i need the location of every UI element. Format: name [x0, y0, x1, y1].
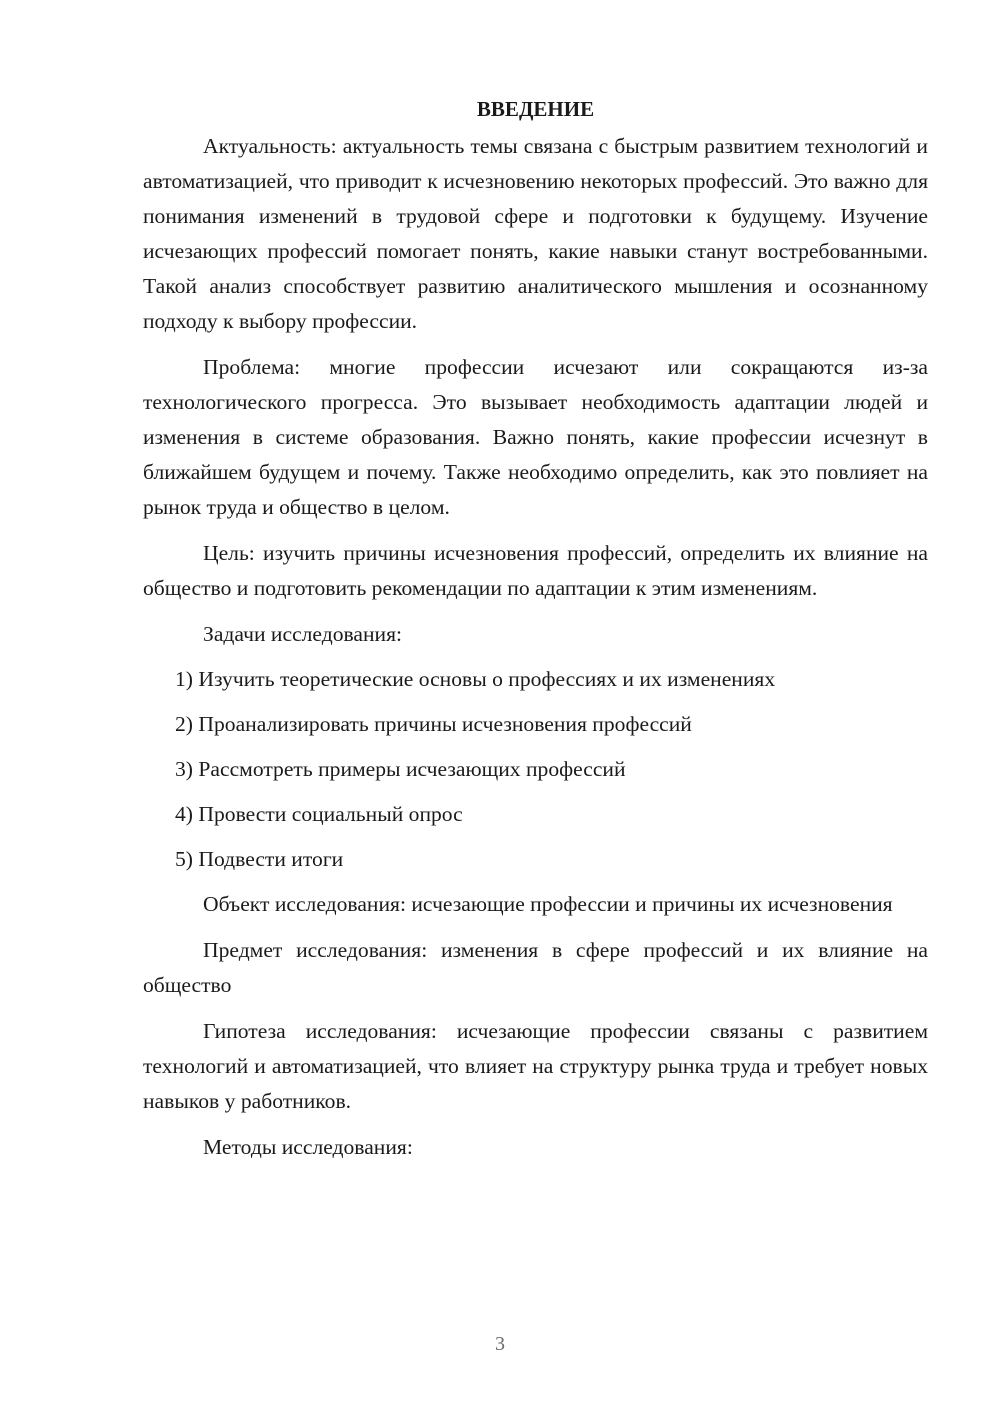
subject-paragraph: Предмет исследования: изменения в сфере профессий и их влияние на общество [143, 938, 928, 997]
methods-heading: Методы исследования: [203, 1135, 413, 1159]
object-paragraph: Объект исследования: исчезающие профессии и причины их исчезновения [203, 892, 893, 916]
task-item: 3) Рассмотреть примеры исчезающих профессий [175, 757, 626, 781]
tasks-list [143, 662, 928, 877]
task-item: 2) Проанализировать причины исчезновения профессий [175, 712, 692, 736]
hypothesis-paragraph: Гипотеза исследования: исчезающие профессии связаны с развитием технологий и автоматизацией, что влияет на структуру рынка труда и требует новых навыков у работников. [143, 1019, 928, 1113]
goal-paragraph: Цель: изучить причины исчезновения профессий, определить их влияние на общество и подготовить рекомендации по адаптации к этим изменениям. [143, 541, 928, 600]
task-item: 1) Изучить теоретические основы о профессиях и их изменениях [175, 667, 776, 691]
task-item: 5) Подвести итоги [175, 847, 344, 871]
problem-paragraph: Проблема: многие профессии исчезают или сокращаются из-за технологического прогресса. Это вызывает необходимость адаптации людей и изменения в системе образования. Важно понять, какие профессии исчезнут в ближайшем будущем и почему. Также необходимо определить, как это повлияет на рынок труда и общество в целом. [143, 355, 928, 519]
section-title: ВВЕДЕНИЕ [476, 97, 595, 121]
relevance-paragraph: Актуальность: актуальность темы связана с быстрым развитием технологий и автоматизацией, что приводит к исчезновению некоторых профессий. Это важно для понимания изменений в трудовой сфере и подготовки к будущему. Изучение исчезающих профессий помогает понять, какие навыки станут востребованными. Такой анализ способствует развитию аналитического мышления и осознанному подходу к выбору профессии. [143, 134, 928, 333]
page-number: 3 [495, 1333, 505, 1355]
page-content [143, 92, 928, 1175]
task-item: 4) Провести социальный опрос [175, 802, 463, 826]
tasks-heading: Задачи исследования: [203, 622, 403, 646]
